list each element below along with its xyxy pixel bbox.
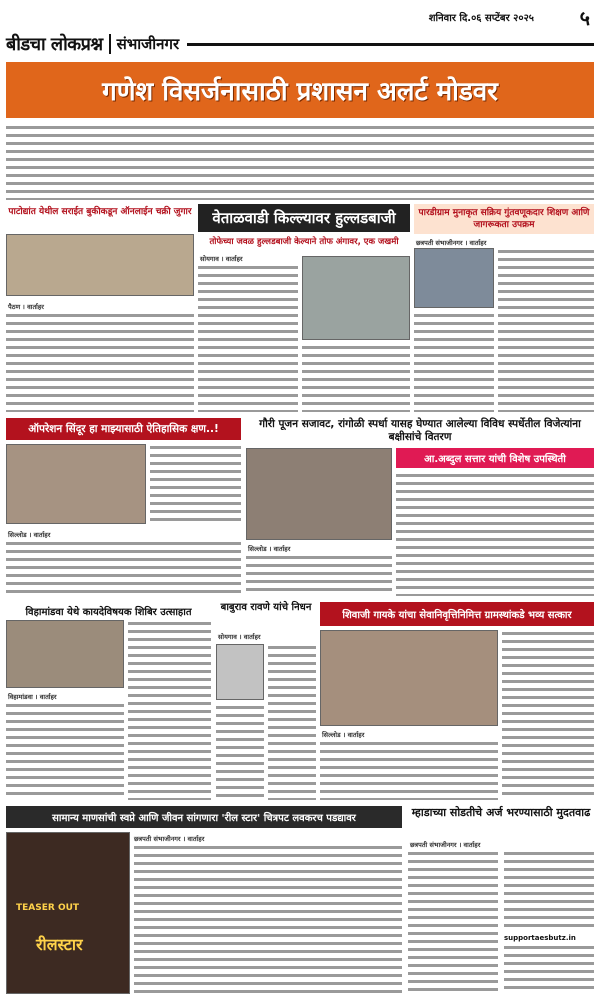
story-sindoor-photo — [6, 444, 146, 524]
masthead — [6, 30, 594, 58]
lead-story-text — [6, 124, 594, 200]
story-patoda — [6, 204, 194, 414]
story-sindoor-text — [150, 444, 241, 524]
masthead-separator — [109, 34, 111, 54]
edition-city: संभाजीनगर — [116, 35, 180, 53]
story-mhada-title: म्हाडाच्या सोडतीचे अर्ज भरण्यासाठी मुदतवाढ — [411, 806, 591, 819]
story-legal-camp-text-2 — [6, 702, 124, 800]
story-shivaji-title: शिवाजी गायके यांचा सेवानिवृत्तिनिमित्त ग्रामस्थांकडे भव्य सत्कार — [320, 602, 594, 626]
lead-headline: गणेश विसर्जनासाठी प्रशासन अलर्ट मोडवर — [102, 77, 498, 107]
story-education-photo — [414, 248, 494, 308]
story-mhada-text-3 — [504, 944, 594, 994]
story-vetalwadi-title: वेताळवाडी किल्ल्यावर हुल्लडबाजी — [198, 204, 410, 232]
story-gauri-text-2 — [246, 554, 392, 596]
story-reelstar — [6, 806, 402, 994]
story-mhada — [408, 806, 594, 994]
story-education — [414, 204, 594, 414]
dateline — [6, 4, 594, 30]
story-vetalwadi-text-2 — [302, 344, 410, 412]
story-sindoor-title: ऑपरेशन सिंदूर हा माझ्यासाठी ऐतिहासिक क्षण..! — [6, 418, 241, 440]
story-legal-camp-text — [128, 620, 211, 800]
newspaper-page — [6, 4, 594, 994]
story-sindoor-byline: सिल्लोड । वार्ताहर — [8, 531, 51, 539]
story-gauri-byline: सिल्लोड । वार्ताहर — [248, 545, 291, 553]
story-education-text — [498, 248, 594, 412]
lead-headline-banner — [6, 62, 594, 118]
story-patoda-title: पाटोद्यांत येथील सराईत बुकीकडून ऑनलाईन चक्री जुगार — [8, 207, 192, 217]
story-baburao-byline: सोयगाव । वार्ताहर — [218, 633, 261, 641]
story-baburao-title: बाबुराव रावणे यांचे निधन — [220, 602, 312, 613]
story-gauri-text — [396, 472, 594, 596]
story-education-byline: छत्रपती संभाजीनगर । वार्ताहर — [416, 239, 487, 247]
story-baburao — [216, 602, 316, 802]
story-reelstar-title: सामान्य माणसांची स्वप्ने आणि जीवन सांगणारा 'रील स्टार' चित्रपट लवकरच पडद्यावर — [6, 806, 402, 828]
story-legal-camp — [6, 602, 211, 802]
story-legal-camp-title: विहामांडवा येथे कायदेविषयक शिबिर उत्साहात — [25, 607, 192, 618]
story-legal-camp-photo — [6, 620, 124, 688]
story-reelstar-byline: छत्रपती संभाजीनगर । वार्ताहर — [134, 835, 205, 843]
story-mhada-text-2 — [504, 850, 594, 930]
story-gauri — [246, 418, 594, 598]
story-gauri-subtitle: आ.अब्दुल सत्तार यांची विशेष उपस्थिती — [396, 448, 594, 468]
story-patoda-photo — [6, 234, 194, 296]
story-shivaji — [320, 602, 594, 802]
story-vetalwadi-byline: सोयगाव । वार्ताहर — [200, 255, 243, 263]
brand-name: बीडचा लोकप्रश्न — [6, 34, 103, 55]
story-vetalwadi-subtitle: तोफेच्या जवळ हुल्लडबाजी केल्याने तोफ अंगावर, एक जखमी — [209, 237, 399, 247]
story-baburao-portrait — [216, 644, 264, 700]
masthead-rule — [187, 43, 594, 46]
story-sindoor-text-2 — [6, 540, 241, 596]
story-sindoor — [6, 418, 241, 598]
poster-tag: TEASER OUT — [16, 903, 80, 913]
story-shivaji-byline: सिल्लोड । वार्ताहर — [322, 731, 365, 739]
story-mhada-byline: छत्रपती संभाजीनगर । वार्ताहर — [410, 841, 481, 849]
story-education-title: पारडीग्राम मुनाकृत सक्रिय गुंतवणूकदार शिक्षण आणि जागरूकता उपक्रम — [414, 204, 594, 234]
story-baburao-text — [268, 644, 316, 800]
story-education-text-2 — [414, 312, 494, 412]
story-patoda-text — [6, 312, 194, 412]
story-reelstar-poster — [6, 832, 130, 994]
issue-date: शनिवार दि.०६ सप्टेंबर २०२५ — [428, 13, 534, 24]
story-baburao-text-2 — [216, 704, 264, 800]
story-mhada-text — [408, 850, 498, 994]
story-vetalwadi-photo — [302, 256, 410, 340]
story-legal-camp-byline: विहामांडवा । वार्ताहर — [8, 693, 57, 701]
story-vetalwadi-text — [198, 264, 298, 412]
story-vetalwadi — [198, 204, 410, 414]
story-gauri-photo — [246, 448, 392, 540]
story-shivaji-text-2 — [320, 740, 498, 800]
story-gauri-title: गौरी पूजन सजावट, रांगोळी स्पर्धा यासह घेण्यात आलेल्या विविध स्पर्धेतील विजेत्यांना बक्षीसांचे वितरण — [259, 418, 581, 443]
poster-title: रीलस्टार — [36, 935, 83, 954]
story-reelstar-text — [134, 844, 402, 994]
mhada-link[interactable]: supportaesbutz.in — [504, 934, 576, 942]
page-number: ५ — [579, 6, 590, 30]
story-patoda-byline: पैठण । वार्ताहर — [8, 303, 44, 311]
story-shivaji-photo — [320, 630, 498, 726]
story-shivaji-text — [502, 630, 594, 800]
